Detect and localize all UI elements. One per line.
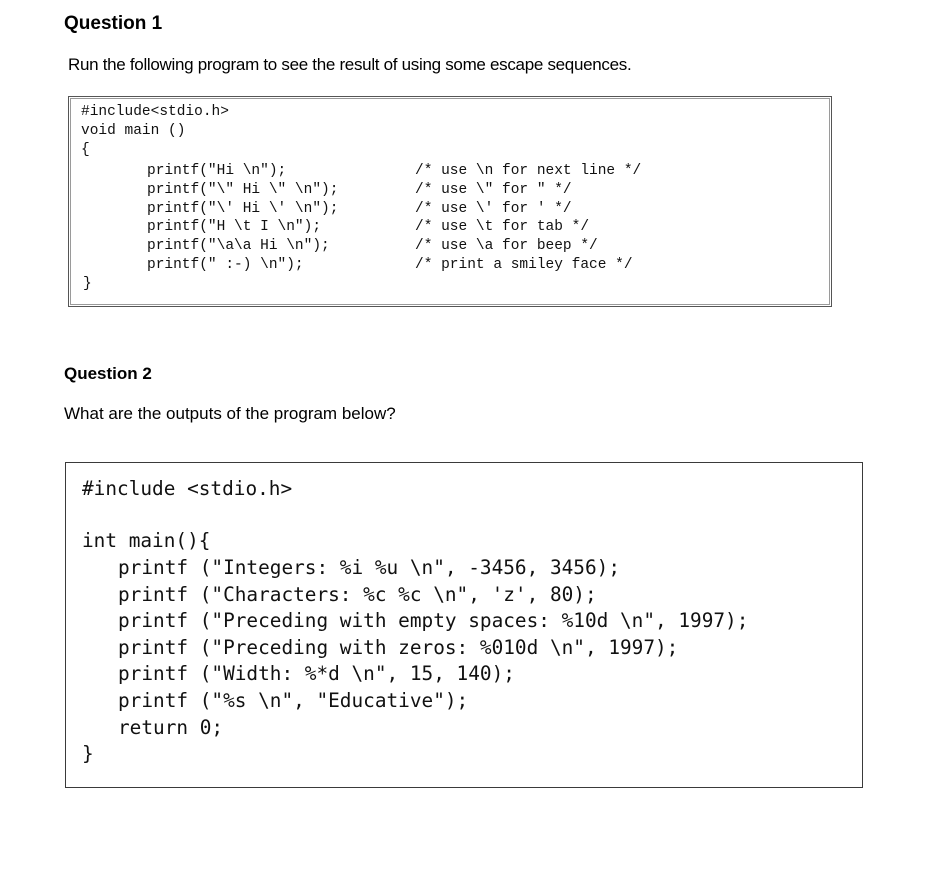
question-2-title: Question 2 bbox=[64, 364, 152, 383]
q1-statement: printf("\' Hi \' \n"); bbox=[147, 200, 339, 217]
q1-comment: /* print a smiley face */ bbox=[415, 256, 633, 273]
q1-comment: /* use \" for " */ bbox=[415, 181, 572, 198]
question-1-instruction: Run the following program to see the result of using some escape sequences. bbox=[68, 55, 632, 74]
q2-code-line: printf ("Preceding with zeros: %010d \n", 1997); bbox=[118, 635, 679, 659]
question-1-code-block bbox=[68, 96, 832, 307]
q1-code-line: { bbox=[81, 141, 90, 158]
q1-comment: /* use \n for next line */ bbox=[415, 163, 642, 179]
q1-code-header bbox=[81, 103, 229, 159]
q2-main-line: int main(){ bbox=[82, 529, 211, 552]
q2-closing-brace: } bbox=[82, 742, 94, 765]
q1-statement: printf("\" Hi \" \n"); bbox=[147, 181, 339, 198]
q1-code-comments bbox=[415, 162, 641, 275]
question-1-title: Question 1 bbox=[64, 13, 163, 34]
q1-closing-brace: } bbox=[83, 276, 92, 292]
q1-comment: /* use \t for tab */ bbox=[415, 219, 590, 236]
q1-statement: printf("H \t I \n"); bbox=[147, 219, 322, 236]
q1-comment: /* use \a for beep */ bbox=[415, 238, 598, 255]
q1-statement: printf("\a\a Hi \n"); bbox=[147, 238, 330, 255]
q2-code-body bbox=[118, 555, 748, 741]
q2-code-line: return 0; bbox=[118, 715, 224, 739]
question-2-instruction: What are the outputs of the program below? bbox=[64, 404, 396, 423]
q2-include-line: #include <stdio.h> bbox=[82, 477, 293, 500]
q1-statement: printf("Hi \n"); bbox=[147, 163, 287, 179]
q1-comment: /* use \' for ' */ bbox=[415, 200, 572, 217]
q1-code-statements bbox=[147, 162, 338, 275]
q1-code-line: #include<stdio.h> bbox=[81, 104, 229, 120]
q2-code-line: printf ("%s \n", "Educative"); bbox=[118, 688, 469, 712]
q2-code-line: printf ("Characters: %c %c \n", 'z', 80); bbox=[118, 582, 597, 606]
q2-code-line: printf ("Preceding with empty spaces: %10d \n", 1997); bbox=[118, 609, 749, 633]
q2-code-line: printf ("Width: %*d \n", 15, 140); bbox=[118, 662, 515, 686]
q1-statement: printf(" :-) \n"); bbox=[147, 256, 304, 273]
q2-code-line: printf ("Integers: %i %u \n", -3456, 3456); bbox=[118, 556, 620, 579]
question-2-code-block bbox=[65, 462, 863, 788]
q1-code-line: void main () bbox=[81, 122, 186, 139]
